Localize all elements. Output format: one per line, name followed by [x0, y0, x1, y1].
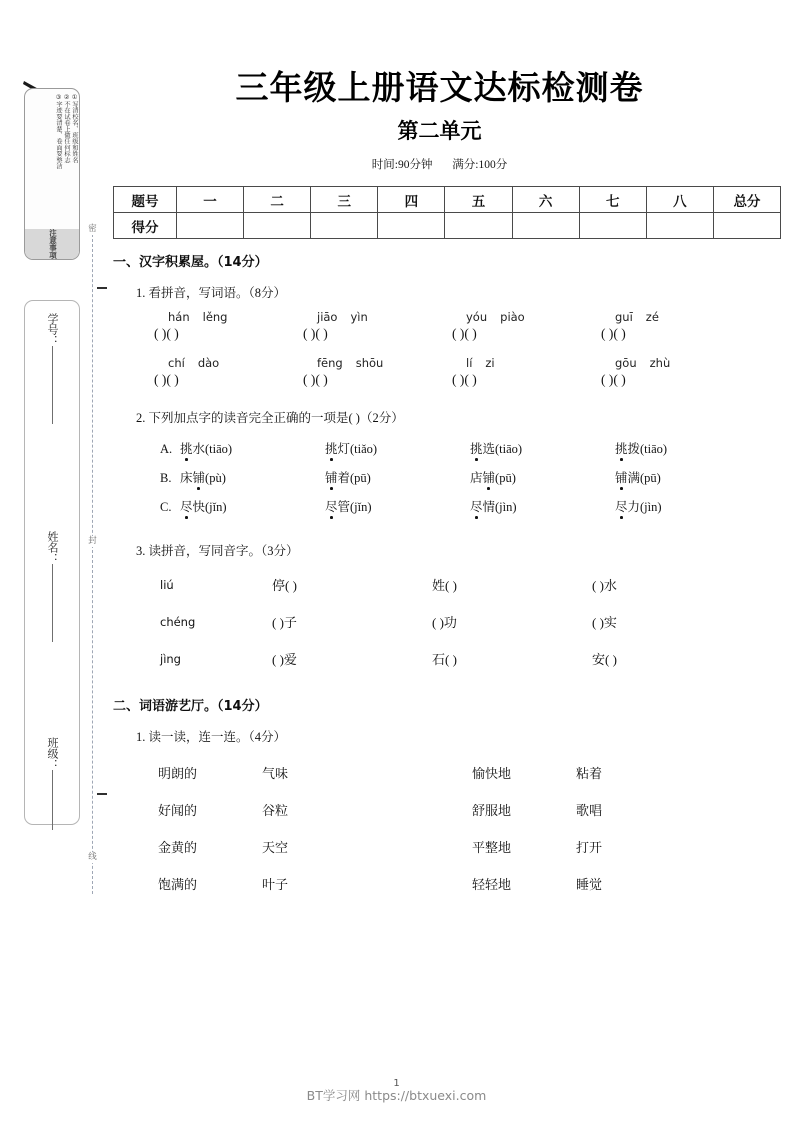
notice-title — [25, 229, 80, 259]
dotted-char: 铺 — [325, 468, 338, 486]
pinyin-syllable: lí — [466, 356, 473, 370]
option-item — [615, 463, 760, 492]
option-rest: (pù) — [205, 471, 226, 485]
notice-item-1: ①写清校名、班级和姓名 — [71, 94, 78, 163]
field-student-id[interactable] — [44, 313, 60, 424]
answer-blank[interactable]: ( )( ) — [601, 326, 626, 341]
matching-exercise — [158, 754, 768, 902]
pinyin-syllable: lěng — [202, 310, 228, 324]
pinyin-syllable: gōu — [615, 356, 637, 370]
dotted-char: 挑 — [615, 439, 628, 457]
option-label-b[interactable]: B. — [160, 471, 172, 485]
notice-item-2: ②不在试卷上做任何标志 — [63, 94, 70, 163]
pinyin-syllable: yóu — [466, 310, 488, 324]
option-item — [470, 463, 615, 492]
score-cell-6[interactable] — [512, 213, 579, 239]
table-row-question-numbers — [114, 187, 781, 213]
matching-gap — [358, 754, 472, 902]
exam-time-label: 时间:90分钟 — [371, 159, 433, 171]
homophone-pinyin: jìng — [160, 651, 181, 666]
notice-item-3: ③字迹要清楚、卷面要整洁 — [55, 94, 62, 170]
dotted-char: 挑 — [325, 439, 338, 457]
seal-char-1: 密 — [84, 224, 101, 235]
homophone-pinyin: liú — [160, 577, 174, 592]
answer-blank[interactable]: ( )( ) — [303, 372, 328, 387]
score-cell-1[interactable] — [177, 213, 244, 239]
option-item — [180, 492, 325, 521]
score-col-4: 四 — [378, 187, 445, 213]
option-item — [615, 492, 760, 521]
answer-blank[interactable]: ( )( ) — [154, 326, 179, 341]
field-name-rule — [52, 564, 53, 642]
answer-bracket-row-1 — [154, 326, 774, 342]
score-col-2: 二 — [244, 187, 311, 213]
answer-blank[interactable]: ( )( ) — [452, 326, 477, 341]
answer-blank[interactable]: ( )( ) — [303, 326, 328, 341]
score-cell-5[interactable] — [445, 213, 512, 239]
pinyin-syllable: piào — [500, 310, 525, 324]
list-item[interactable]: 轻轻地 — [472, 877, 512, 892]
list-item[interactable]: 打开 — [576, 840, 603, 855]
option-row-a — [160, 434, 760, 463]
option-item — [615, 434, 760, 463]
dotted-char: 挑 — [470, 439, 483, 457]
score-col-6: 六 — [512, 187, 579, 213]
left-margin-column — [0, 0, 104, 1122]
option-item — [325, 463, 470, 492]
option-pre: 床 — [180, 471, 193, 485]
dotted-char: 铺 — [483, 468, 496, 486]
list-item[interactable]: 平整地 — [472, 840, 512, 855]
pinyin-row-2 — [154, 356, 774, 370]
question-1-3-prompt: 3. 读拼音，写同音字。（3分） — [136, 544, 299, 558]
dotted-char: 尽 — [180, 497, 193, 515]
answer-blank[interactable]: ( )( ) — [154, 372, 179, 387]
list-item[interactable]: 歌唱 — [576, 803, 603, 818]
field-name-label: 姓名： — [46, 531, 59, 564]
list-item[interactable]: 谷粒 — [262, 803, 289, 818]
matching-block-left — [158, 754, 358, 902]
pinyin-writing-block — [154, 310, 774, 388]
pinyin-syllable: fēng — [317, 356, 343, 370]
option-item — [180, 463, 325, 492]
field-class-label: 班级： — [46, 737, 59, 770]
table-row — [160, 640, 752, 677]
pinyin-group-2-3 — [452, 356, 601, 370]
list-item[interactable]: 舒服地 — [472, 803, 512, 818]
homophone-slot[interactable]: ( )子 — [272, 615, 297, 630]
option-item — [180, 434, 325, 463]
multiple-choice-options — [160, 434, 760, 521]
matching-column-adverbs — [472, 754, 576, 902]
student-fields-box — [24, 300, 80, 825]
option-rest: 力(jìn) — [627, 500, 662, 514]
matching-block-right — [472, 754, 672, 902]
score-cell-8[interactable] — [646, 213, 713, 239]
option-rest: 管(jǐn) — [337, 500, 372, 514]
matching-column-verbs — [576, 754, 672, 902]
score-table-header-score: 得分 — [114, 213, 177, 239]
answer-blank[interactable]: ( )( ) — [452, 372, 477, 387]
exam-meta — [104, 156, 793, 172]
score-col-3: 三 — [311, 187, 378, 213]
field-student-id-rule — [52, 346, 53, 424]
answer-blank[interactable]: ( )( ) — [601, 372, 626, 387]
score-col-1: 一 — [177, 187, 244, 213]
pinyin-group-2-4 — [601, 356, 750, 370]
pinyin-group-2-1 — [154, 356, 303, 370]
score-table — [113, 186, 781, 239]
dotted-char: 尽 — [470, 497, 483, 515]
score-cell-4[interactable] — [378, 213, 445, 239]
pinyin-row-1 — [154, 310, 774, 324]
list-item[interactable]: 粘着 — [576, 766, 603, 781]
score-col-7: 七 — [579, 187, 646, 213]
section-heading-1: 一、汉字积累屋。（14分） — [113, 255, 268, 270]
matching-column-nouns — [262, 754, 358, 902]
exam-sheet — [104, 0, 793, 1122]
notice-title-label: 注意事项 — [48, 229, 58, 259]
notice-box — [24, 88, 80, 260]
list-item[interactable]: 气味 — [262, 766, 289, 781]
seal-cut-line — [92, 234, 93, 894]
pinyin-syllable: yìn — [350, 310, 368, 324]
homophone-pinyin: chéng — [160, 614, 196, 629]
pinyin-syllable: zi — [485, 356, 495, 370]
pinyin-syllable: shōu — [355, 356, 384, 370]
table-row — [160, 566, 752, 603]
question-1-1-prompt: 1. 看拼音，写词语。（8分） — [136, 286, 287, 300]
score-col-8: 八 — [646, 187, 713, 213]
option-label-c[interactable]: C. — [160, 500, 172, 514]
dotted-char: 尽 — [325, 497, 338, 515]
option-rest: 拨(tiāo) — [627, 442, 668, 456]
dotted-char: 铺 — [615, 468, 628, 486]
pinyin-syllable: hán — [168, 310, 190, 324]
homophone-slot[interactable]: 石( ) — [432, 652, 457, 667]
field-student-id-label: 学号： — [46, 313, 59, 346]
option-item — [325, 434, 470, 463]
homophone-slot[interactable]: ( )实 — [592, 615, 617, 630]
option-rest: 选(tiāo) — [482, 442, 523, 456]
pinyin-syllable: chí — [168, 356, 185, 370]
option-rest: 灯(tiǎo) — [337, 442, 378, 456]
question-2-1-prompt: 1. 读一读，连一连。（4分） — [136, 730, 287, 744]
question-1-2-prompt: 2. 下列加点字的读音完全正确的一项是( )（2分） — [136, 411, 404, 425]
dotted-char: 挑 — [180, 439, 193, 457]
exam-fullscore-label: 满分:100分 — [452, 159, 508, 171]
option-item — [325, 492, 470, 521]
option-rest: 快(jǐn) — [192, 500, 227, 514]
page-subtitle: 第二单元 — [397, 119, 482, 143]
option-rest: 情(jìn) — [482, 500, 517, 514]
score-col-5: 五 — [445, 187, 512, 213]
option-label-a[interactable]: A. — [160, 442, 173, 456]
homophone-slot[interactable]: 停( ) — [272, 578, 297, 593]
option-rest: 满(pū) — [627, 471, 661, 485]
list-item[interactable]: 饱满的 — [158, 877, 198, 892]
list-item[interactable]: 叶子 — [262, 877, 289, 892]
pinyin-group-1-4 — [601, 310, 750, 324]
section-heading-2: 二、词语游艺厅。（14分） — [113, 699, 268, 714]
page-title: 三年级上册语文达标检测卷 — [235, 68, 644, 107]
score-table-header-question: 题号 — [114, 187, 177, 213]
homophone-slot[interactable]: 姓( ) — [432, 578, 457, 593]
homophone-table — [160, 566, 752, 677]
dotted-char: 尽 — [615, 497, 628, 515]
score-cell-total[interactable] — [713, 213, 780, 239]
answer-bracket-row-2 — [154, 372, 774, 388]
option-row-c — [160, 492, 760, 521]
score-cell-7[interactable] — [579, 213, 646, 239]
seal-char-3: 线 — [84, 852, 101, 863]
homophone-slot[interactable]: ( )功 — [432, 615, 457, 630]
pinyin-syllable: guī — [615, 310, 633, 324]
option-row-b — [160, 463, 760, 492]
list-item[interactable]: 愉快地 — [472, 766, 512, 781]
table-row — [160, 603, 752, 640]
list-item[interactable]: 天空 — [262, 840, 289, 855]
score-col-total: 总分 — [713, 187, 780, 213]
option-rest: (pū) — [495, 471, 516, 485]
option-pre: 店 — [470, 471, 483, 485]
field-class[interactable] — [44, 737, 60, 830]
score-cell-2[interactable] — [244, 213, 311, 239]
list-item[interactable]: 明朗的 — [158, 766, 198, 781]
pinyin-group-2-2 — [303, 356, 452, 370]
pinyin-syllable: dào — [197, 356, 220, 370]
list-item[interactable]: 金黄的 — [158, 840, 198, 855]
list-item[interactable]: 睡觉 — [576, 877, 603, 892]
homophone-slot[interactable]: ( )爱 — [272, 652, 297, 667]
option-rest: 水(tiāo) — [192, 442, 233, 456]
site-watermark: BT学习网 https://btxuexi.com — [306, 1088, 487, 1103]
matching-column-adjectives — [158, 754, 262, 902]
homophone-slot[interactable]: ( )水 — [592, 578, 617, 593]
option-item — [470, 492, 615, 521]
table-row-scores — [114, 213, 781, 239]
pinyin-syllable: jiāo — [317, 310, 338, 324]
field-name[interactable] — [44, 531, 60, 642]
pinyin-syllable: zé — [645, 310, 659, 324]
pinyin-group-1-1 — [154, 310, 303, 324]
dotted-char: 铺 — [193, 468, 206, 486]
pinyin-syllable: zhù — [649, 356, 671, 370]
option-item — [470, 434, 615, 463]
page-number: 1 — [393, 1078, 400, 1089]
score-cell-3[interactable] — [311, 213, 378, 239]
page-footer — [0, 1078, 793, 1104]
pinyin-group-1-3 — [452, 310, 601, 324]
homophone-slot[interactable]: 安( ) — [592, 652, 617, 667]
pinyin-group-1-2 — [303, 310, 452, 324]
list-item[interactable]: 好闻的 — [158, 803, 198, 818]
option-rest: 着(pū) — [337, 471, 371, 485]
field-class-rule — [52, 770, 53, 830]
seal-char-2: 封 — [84, 536, 101, 547]
